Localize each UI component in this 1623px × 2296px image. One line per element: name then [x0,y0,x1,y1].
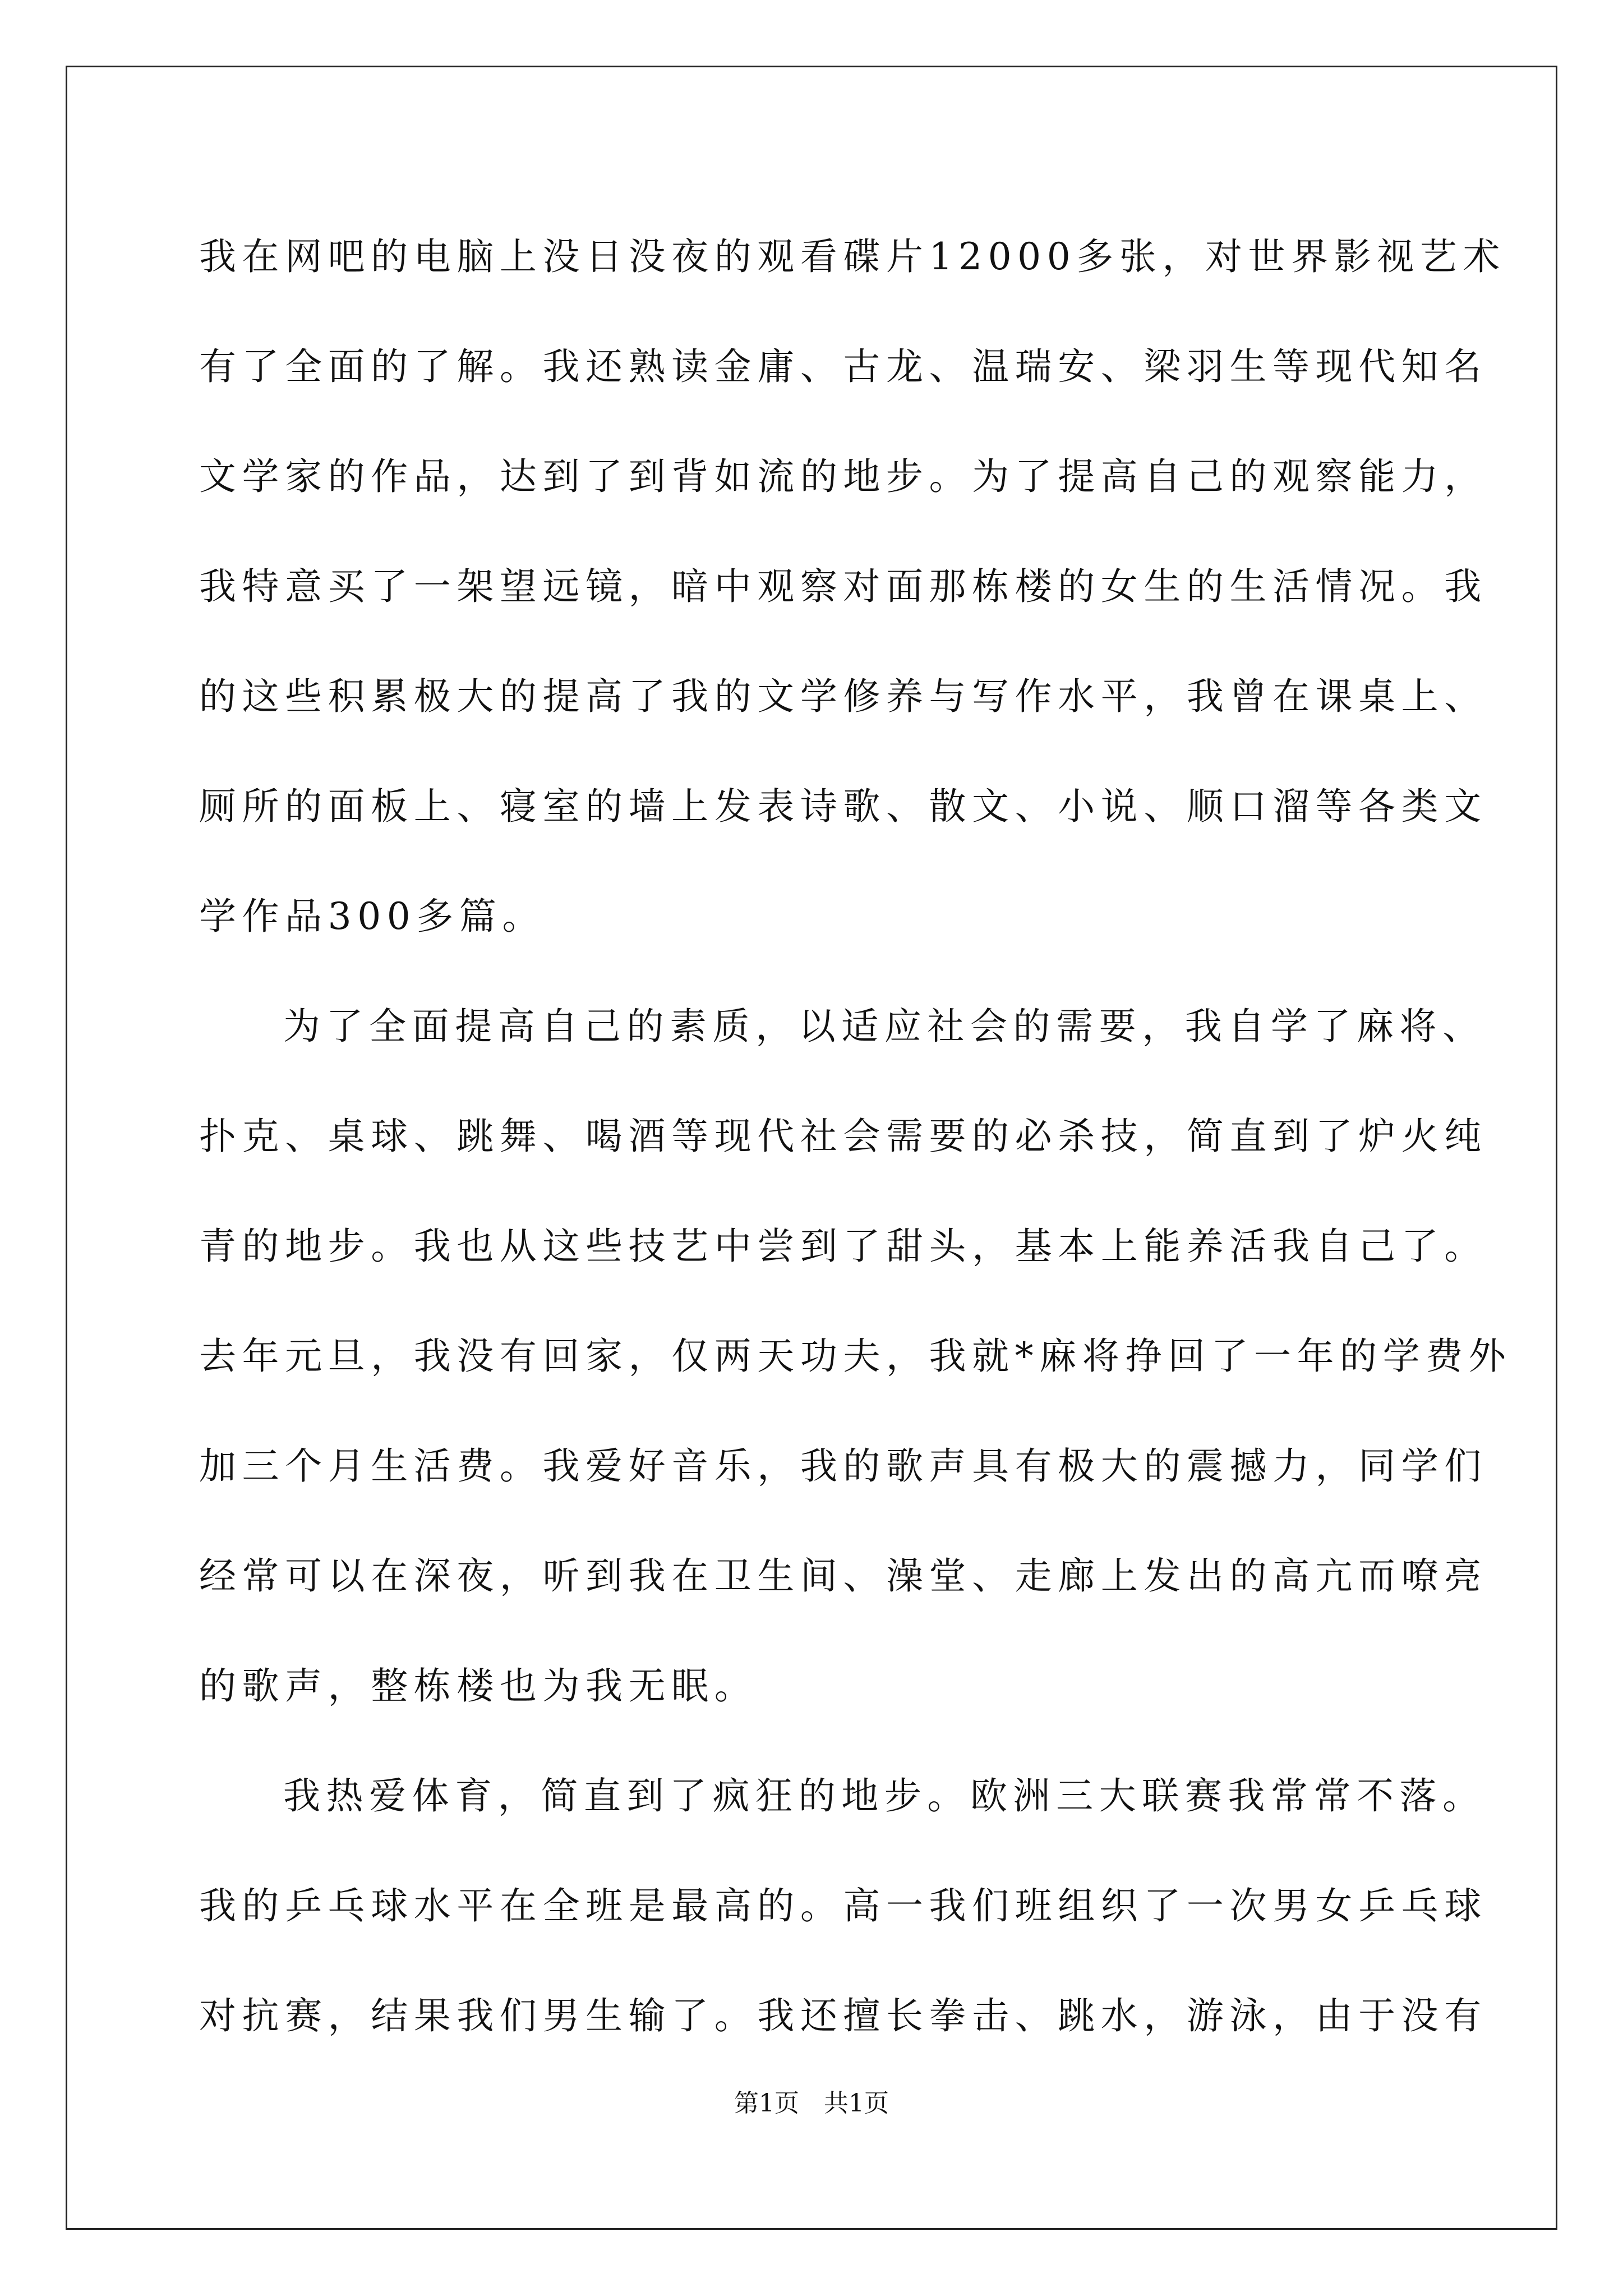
paragraph-first-line: 我热爱体育，简直到了疯狂的地步。欧洲三大联赛我常常不落。 [283,1774,1486,1818]
text-line: 加三个月生活费。我爱好音乐，我的歌声具有极大的震撼力，同学们 [199,1444,1487,1488]
paragraph-first-line: 为了全面提高自己的素质，以适应社会的需要，我自学了麻将、 [283,1005,1486,1048]
page-number-footer: 第1页 共1页 [734,2089,889,2118]
text-line: 的歌声，整栋楼也为我无眠。 [199,1664,758,1708]
text-line: 文学家的作品，达到了到背如流的地步。为了提高自己的观察能力， [199,455,1487,498]
text-line: 有了全面的了解。我还熟读金庸、古龙、温瑞安、梁羽生等现代知名 [199,345,1487,388]
text-line: 去年元旦，我没有回家，仅两天功夫，我就*麻将挣回了一年的学费外 [199,1335,1512,1378]
text-line: 经常可以在深夜，听到我在卫生间、澡堂、走廊上发出的高亢而嘹亮 [199,1554,1487,1598]
text-line: 扑克、桌球、跳舞、喝酒等现代社会需要的必杀技，简直到了炉火纯 [199,1115,1487,1158]
text-line: 学作品300多篇。 [199,895,546,938]
text-line: 的这些积累极大的提高了我的文学修养与写作水平，我曾在课桌上、 [199,675,1487,718]
text-line: 厕所的面板上、寝室的墙上发表诗歌、散文、小说、顺口溜等各类文 [199,785,1487,828]
text-line: 青的地步。我也从这些技艺中尝到了甜头，基本上能养活我自己了。 [199,1225,1487,1268]
text-line: 我的乒乓球水平在全班是最高的。高一我们班组织了一次男女乒乓球 [199,1884,1487,1927]
text-line: 我特意买了一架望远镜，暗中观察对面那栋楼的女生的生活情况。我 [199,565,1487,608]
text-line: 我在网吧的电脑上没日没夜的观看碟片12000多张，对世界影视艺术 [199,235,1506,278]
document-body [199,202,1512,2071]
text-line: 对抗赛，结果我们男生输了。我还擅长拳击、跳水，游泳，由于没有 [199,1994,1487,2037]
